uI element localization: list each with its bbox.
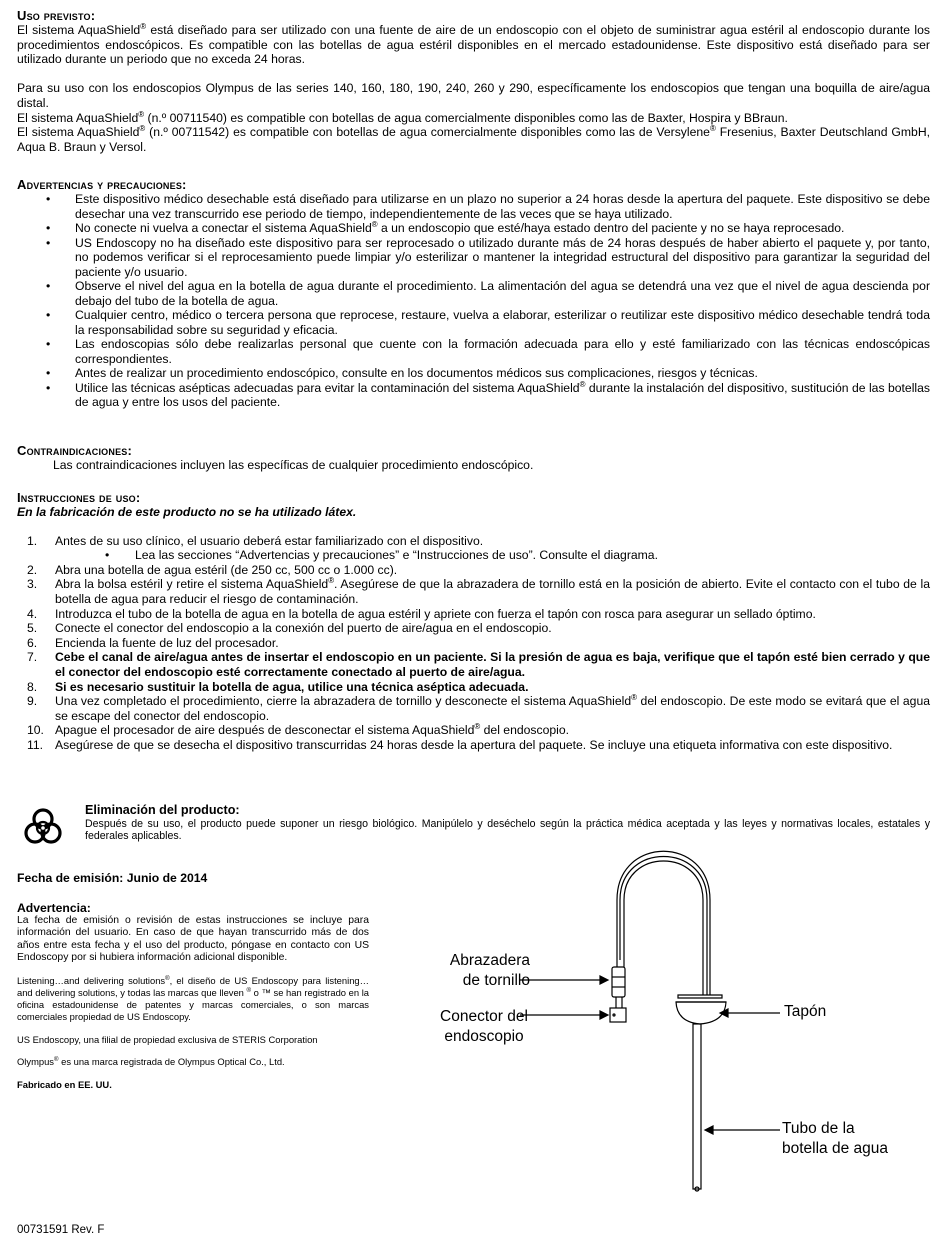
step-item: 8. Si es necesario sustituir la botella de agua, utilice una técnica aséptica adecuada. <box>27 679 529 694</box>
left-column <box>17 871 369 1091</box>
section-contraindicaciones <box>17 443 930 473</box>
heading-instrucciones: Instrucciones de uso: <box>17 490 141 505</box>
uso-p3: El sistema AquaShield® (n.º 00711540) es compatible con botellas de agua comercialmente disponibles como las de Baxter, Hospira y BBraun. <box>17 109 788 125</box>
heading-eliminacion: Eliminación del producto: <box>85 803 240 817</box>
step-item: 7. Cebe el canal de aire/agua antes de insertar el endoscopio en un paciente. Si la presión de agua es baja, verifique que el tapón esté bien cerrado y que el conector del endoscopio esté correctamente conectado al puerto de aire/agua. <box>27 650 930 679</box>
uso-p1: El sistema AquaShield® está diseñado para ser utilizado con una fuente de aire de un endoscopio con el objeto de suministrar agua estéril al endoscopio durante los procedimientos endoscópicos. Es compatible con las botellas de agua estéril disponibles en el mercado estadounidense. Este dispositivo está diseñado para ser utilizado durante un periodo que no exceda 24 horas. <box>17 21 930 67</box>
advertencia-text: La fecha de emisión o revisión de estas instrucciones se incluye para información del usuario. En caso de que hayan transcurrido más de dos años entre esta fecha y el uso del producto, póngase en contacto con US Endoscopy por si hubiera información adicional disponible. <box>17 915 369 964</box>
warnings-list <box>17 192 930 410</box>
biohazard-icon <box>22 806 64 848</box>
step-item: 10. Apague el procesador de aire después de desconectar el sistema AquaShield® del endoscopio. <box>27 722 570 738</box>
warning-item: • Utilice las técnicas asépticas adecuadas para evitar la contaminación del sistema AquaShield® durante la instalación del dispositivo, sustitución de las botellas de agua y entre los usos del paciente. <box>17 381 930 410</box>
section-eliminacion <box>85 803 930 843</box>
label-tapon: Tapón <box>784 1003 827 1020</box>
section-instrucciones <box>17 490 930 753</box>
legal-listening: Listening…and delivering solutions®, el diseño de US Endoscopy para listening…and delivering solutions, y todas las marcas que lleven ® o ™ se han registrado en la oficina estadounidense de patentes y marcas comerciales, o son marcas comerciales propiedad de US Endoscopy. <box>17 975 369 1022</box>
step-item: 4. Introduzca el tubo de la botella de agua en la botella de agua estéril y apriete con fuerza el tapón con rosca para asegurar un sellado óptimo. <box>27 606 816 621</box>
label-tubo: Tubo de la botella de agua <box>782 1120 889 1157</box>
heading-advertencias: Advertencias y precauciones: <box>17 177 187 192</box>
device-diagram <box>420 840 940 1200</box>
steps-list <box>17 534 930 753</box>
step-item: 9. Una vez completado el procedimiento, cierre la abrazadera de tornillo y desconecte el sistema AquaShield® del endoscopio. De este modo se evitará que el agua se escape del conector del endoscopio. <box>27 693 931 723</box>
uso-p4: El sistema AquaShield® (n.º 00711542) es compatible con botellas de agua comercialmente disponibles como las de Versylene® Fresenius, Baxter Deutschland GmbH, Aqua B. Braun y Versol. <box>17 124 931 154</box>
step-item: 2. Abra una botella de agua estéril (de 250 cc, 500 cc o 1.000 cc). <box>27 562 398 577</box>
latex-notice: En la fabricación de este producto no se ha utilizado látex. <box>17 505 357 519</box>
warning-item: • Este dispositivo médico desechable está diseñado para utilizarse en un plazo no superior a 24 horas desde la apertura del paquete. Este dispositivo se debe desechar una vez transcurrido ese periodo de tiempo, independientemente de las veces que se haya utilizado. <box>17 192 930 221</box>
label-abrazadera: Abrazadera de tornillo <box>449 952 530 989</box>
step-item: 3. Abra la bolsa estéril y retire el sistema AquaShield®. Asegúrese de que la abrazadera de tornillo está en la posición de abierto. Evite el contacto con el tubo de la botella de agua para reducir el riesgo de contaminación. <box>27 576 930 606</box>
legal-fabricado: Fabricado en EE. UU. <box>17 1079 112 1091</box>
step-subitem: • Lea las secciones “Advertencias y precauciones” e “Instrucciones de uso”. Consulte el diagrama. <box>17 548 930 563</box>
legal-olympus: Olympus® es una marca registrada de Olympus Optical Co., Ltd. <box>17 1056 285 1068</box>
step-item: 11. Asegúrese de que se desecha el dispositivo transcurridas 24 horas desde la apertura del paquete. Se incluye una etiqueta informativa con este dispositivo. <box>27 737 893 752</box>
uso-p2: Para su uso con los endoscopios Olympus de las series 140, 160, 180, 190, 240, 260 y 290, específicamente los endoscopios que tengan una boquilla de aire/agua distal. <box>17 81 930 110</box>
label-conector: Conector del endoscopio <box>440 1008 528 1045</box>
legal-steris: US Endoscopy, una filial de propiedad exclusiva de STERIS Corporation <box>17 1033 318 1045</box>
eliminacion-text: Después de su uso, el producto puede suponer un riesgo biológico. Manipúlelo y deséchelo según la práctica médica aceptada y las leyes y normativas locales, estatales y federales aplicables. <box>85 817 930 843</box>
warning-item: • US Endoscopy no ha diseñado este dispositivo para ser reprocesado o utilizado durante más de 24 horas después de haber abierto el paquete y, por tanto, no podemos verificar si el reprocesamiento puede limpiar y/o esterilizar o mantener la integridad estructural del dispositivo para garantizar la seguridad del paciente y/o usuario. <box>17 236 930 280</box>
warning-item: • Las endoscopias sólo debe realizarlas personal que cuente con la formación adecuada para ello y esté familiarizado con las técnicas endoscópicas correspondientes. <box>17 337 930 366</box>
section-uso-previsto <box>17 8 930 154</box>
fecha-emision: Fecha de emisión: Junio de 2014 <box>17 871 208 885</box>
warning-item: • Cualquier centro, médico o tercera persona que reprocese, restaure, vuelva a elaborar, esterilizar o reutilizar este dispositivo médico desechable tendrá toda la responsabilidad sobre su seguridad y eficacia. <box>17 308 930 337</box>
step-item: 5. Conecte el conector del endoscopio a la conexión del puerto de aire/agua en el endoscopio. <box>27 621 552 636</box>
warning-item: • No conecte ni vuelva a conectar el sistema AquaShield® a un endoscopio que esté/haya estado dentro del paciente y no se haya reprocesado. <box>17 221 930 236</box>
heading-contraindicaciones: Contraindicaciones: <box>17 443 133 458</box>
contra-text: Las contraindicaciones incluyen las específicas de cualquier procedimiento endoscópico. <box>53 458 534 472</box>
warning-item: • Antes de realizar un procedimiento endoscópico, consulte en los documentos médicos sus complicaciones, riesgos y técnicas. <box>17 366 930 381</box>
heading-uso-previsto: Uso previsto: <box>17 8 96 23</box>
warning-item: • Observe el nivel del agua en la botella de agua durante el procedimiento. La alimentación del agua se detendrá una vez que el nivel de agua descienda por debajo del tubo de la botella de agua. <box>17 279 930 308</box>
heading-advertencia: Advertencia: <box>17 900 91 915</box>
step-item: 6. Encienda la fuente de luz del procesador. <box>27 635 279 650</box>
section-advertencias <box>17 177 930 410</box>
doc-number: 00731591 Rev. F <box>17 1224 105 1236</box>
step-item: 1. Antes de su uso clínico, el usuario deberá estar familiarizado con el dispositivo. <box>27 533 484 548</box>
